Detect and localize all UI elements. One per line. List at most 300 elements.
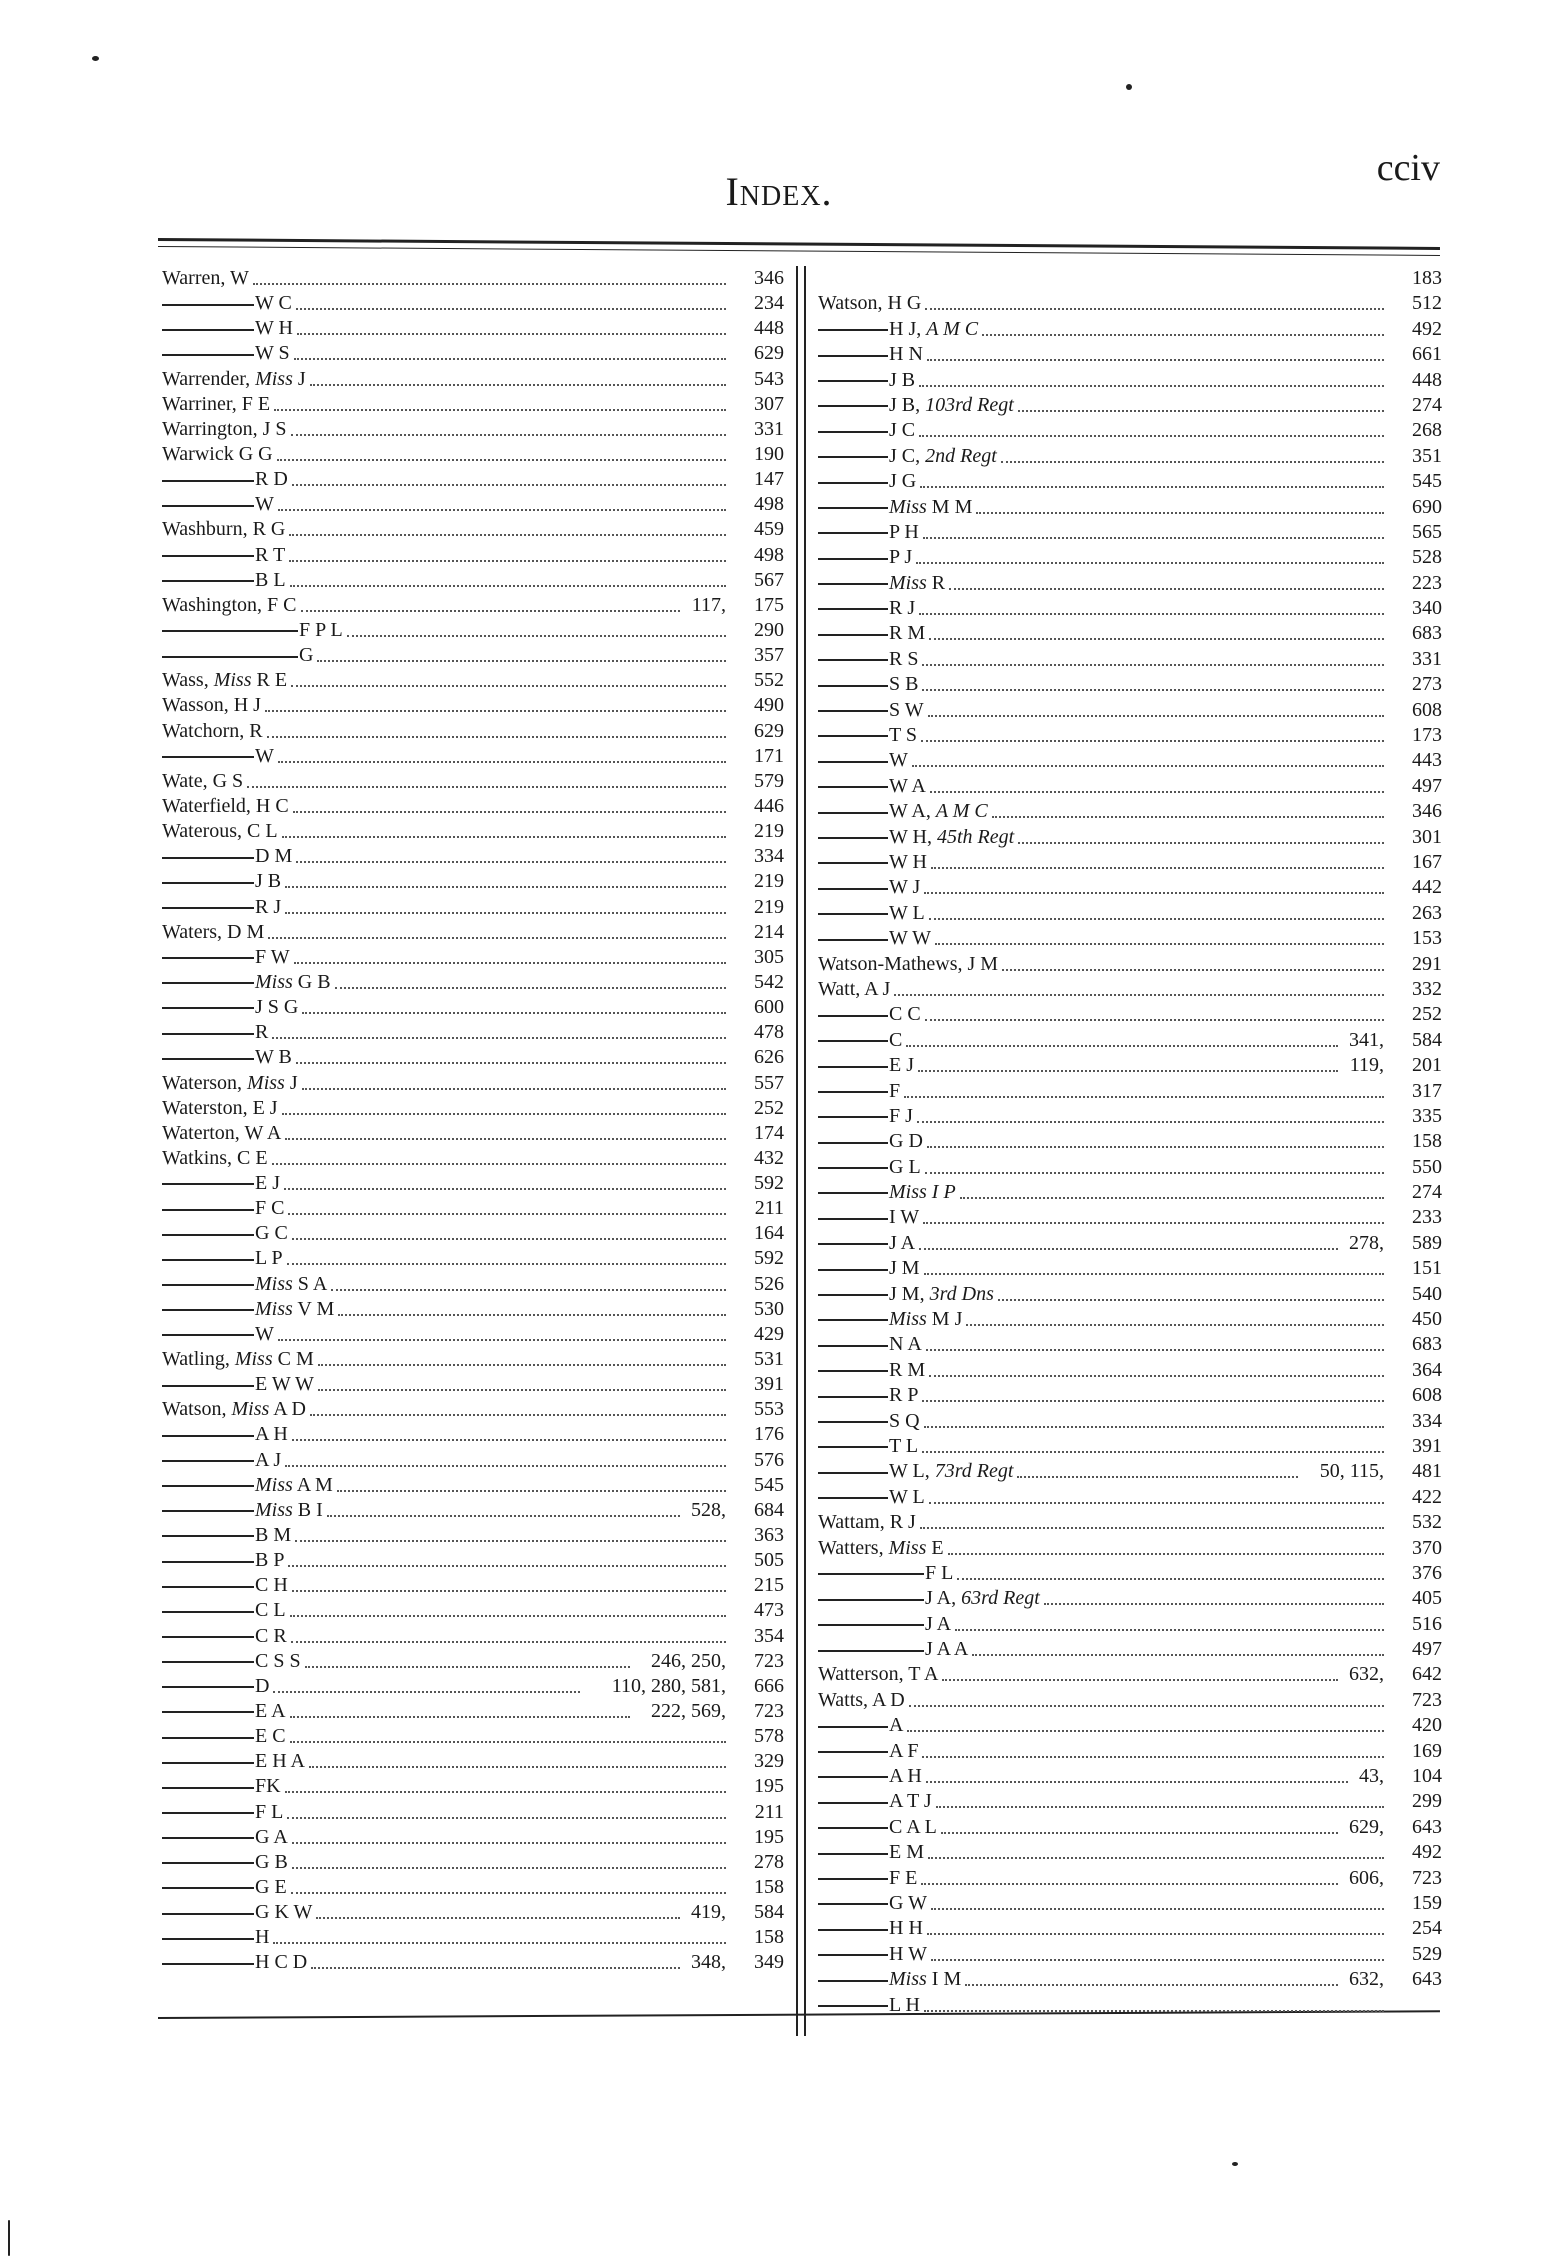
entry-name: P J	[889, 546, 913, 569]
entry-name: E J	[889, 1054, 914, 1077]
entry-name: W H	[255, 317, 293, 340]
entry-name: L H	[889, 1993, 920, 2016]
dot-leader	[1002, 952, 1384, 971]
entry-page: 158	[754, 1876, 784, 1898]
entry-page: 219	[754, 820, 784, 843]
dot-leader	[272, 1146, 726, 1165]
ditto-dash	[162, 1711, 254, 1713]
ditto-dash	[818, 482, 888, 484]
entry-page: 446	[754, 794, 784, 817]
entry-page: 526	[754, 1272, 784, 1295]
dot-leader	[287, 1246, 726, 1265]
dot-leader	[305, 1649, 630, 1668]
index-entry	[818, 1205, 1442, 1230]
entry-name: A J	[255, 1448, 282, 1471]
entry-name: W L	[889, 1485, 925, 1508]
ditto-dash	[162, 1058, 254, 1060]
index-entry	[818, 1028, 1442, 1053]
entry-name: C A L	[889, 1815, 937, 1838]
index-entry	[162, 1121, 784, 1146]
entry-page: 684	[754, 1498, 784, 1521]
entry-page: 516	[1412, 1612, 1442, 1635]
entry-name: W L	[889, 901, 925, 924]
entry-page: 307	[754, 392, 784, 415]
entry-name: J C, 2nd Regt	[889, 444, 997, 467]
entry-page: 589	[1412, 1231, 1442, 1254]
index-entry	[818, 1155, 1442, 1180]
ditto-dash	[818, 1091, 888, 1093]
entry-page: 661	[1412, 343, 1442, 366]
ditto-dash	[818, 1497, 888, 1499]
index-entry	[162, 392, 784, 417]
speck	[1232, 2162, 1238, 2166]
entry-page: 223	[1412, 571, 1442, 594]
ditto-dash	[162, 1586, 254, 1588]
dot-leader	[919, 596, 1384, 615]
entry-page: 349	[754, 1951, 784, 1974]
entry-name: Waterfield, H C	[162, 794, 289, 817]
index-entry	[818, 1637, 1442, 1662]
ditto-dash	[162, 1007, 254, 1009]
index-entry	[818, 545, 1442, 570]
entry-name: A	[889, 1714, 904, 1737]
ditto-dash	[818, 786, 888, 788]
dot-leader	[293, 794, 726, 813]
dot-leader	[1017, 1459, 1298, 1478]
ditto-dash	[818, 1319, 888, 1321]
entry-name: Miss I P	[889, 1181, 956, 1204]
ditto-dash	[162, 580, 254, 582]
entry-name: F L	[925, 1561, 954, 1584]
index-entry	[818, 1002, 1442, 1027]
dot-leader	[290, 1724, 726, 1743]
ditto-dash	[162, 1435, 254, 1437]
dot-leader	[292, 1850, 726, 1869]
ditto-dash	[818, 1929, 888, 1931]
dot-leader	[278, 492, 726, 511]
dot-leader	[288, 1548, 726, 1567]
entry-name: J S G	[255, 996, 299, 1019]
entry-refs: 341,	[1349, 1028, 1384, 1051]
index-entry	[818, 1332, 1442, 1357]
index-column-left	[162, 266, 784, 1976]
dot-leader	[949, 571, 1384, 590]
entry-name: E H A	[255, 1750, 305, 1773]
index-entry	[162, 568, 784, 593]
ditto-dash	[162, 1762, 254, 1764]
dot-leader	[292, 1573, 726, 1592]
ditto-dash	[162, 1661, 254, 1663]
entry-page: 167	[1412, 850, 1442, 873]
column-divider	[804, 266, 806, 2036]
index-entry	[818, 1485, 1442, 1510]
entry-name: W B	[255, 1046, 292, 1069]
index-entry	[818, 317, 1442, 342]
dot-leader	[955, 1612, 1384, 1631]
index-entry	[818, 1104, 1442, 1129]
dot-leader	[907, 1713, 1384, 1732]
entry-name: Washington, F C	[162, 593, 297, 616]
dot-leader	[331, 1272, 726, 1291]
dot-leader	[926, 1332, 1384, 1351]
index-entry	[162, 693, 784, 718]
index-entry	[162, 1422, 784, 1447]
entry-name: Waters, D M	[162, 920, 265, 943]
ditto-dash	[162, 1234, 254, 1236]
entry-page: 450	[1412, 1308, 1442, 1331]
index-entry	[162, 543, 784, 568]
dot-leader	[1018, 393, 1384, 412]
dot-leader	[285, 1448, 726, 1467]
entry-name: W S	[255, 342, 290, 365]
dot-leader	[948, 1536, 1384, 1555]
entry-page: 723	[754, 1649, 784, 1672]
entry-refs: 119,	[1349, 1054, 1384, 1077]
dot-leader	[272, 1020, 726, 1039]
entry-name: Watson, Miss A D	[162, 1398, 306, 1421]
dot-leader	[292, 467, 726, 486]
entry-name: E W W	[255, 1373, 314, 1396]
entry-name: E C	[255, 1725, 286, 1748]
dot-leader	[928, 1840, 1384, 1859]
entry-name: W	[255, 1322, 274, 1345]
ditto-dash	[162, 882, 254, 884]
index-entry	[818, 901, 1442, 926]
entry-name: Miss R	[889, 571, 946, 594]
entry-page: 592	[754, 1247, 784, 1270]
dot-leader	[253, 266, 726, 285]
ditto-dash	[818, 862, 888, 864]
entry-page: 532	[1412, 1511, 1442, 1534]
entry-refs: 43,	[1359, 1765, 1384, 1788]
entry-page: 159	[1412, 1892, 1442, 1914]
entry-page: 331	[754, 417, 784, 440]
entry-name: F C	[255, 1197, 285, 1220]
entry-refs: 632,	[1349, 1663, 1384, 1686]
entry-page: 234	[754, 292, 784, 315]
ditto-dash	[162, 304, 254, 306]
ditto-dash	[818, 761, 888, 763]
index-entry	[818, 1612, 1442, 1637]
entry-name: Warrington, J S	[162, 417, 287, 440]
dot-leader	[972, 1637, 1384, 1656]
entry-page: 557	[754, 1071, 784, 1094]
index-entry	[162, 1850, 784, 1875]
ditto-dash	[818, 1903, 888, 1905]
index-entry	[818, 1688, 1442, 1713]
entry-name: W J	[889, 876, 921, 899]
index-entry	[162, 1146, 784, 1171]
entry-refs: 419,	[691, 1901, 726, 1924]
ditto-dash	[818, 1370, 888, 1372]
entry-page: 329	[754, 1750, 784, 1773]
entry-refs: 278,	[1349, 1231, 1384, 1254]
dot-leader	[936, 1789, 1384, 1808]
entry-page: 592	[754, 1172, 784, 1195]
index-entry	[818, 1840, 1442, 1865]
entry-page: 391	[1412, 1434, 1442, 1457]
entry-name: Miss A M	[255, 1473, 333, 1496]
entry-page: 542	[754, 970, 784, 993]
index-entry	[162, 1246, 784, 1271]
dot-leader	[922, 647, 1384, 666]
ditto-dash	[162, 1259, 254, 1261]
ditto-dash	[162, 1460, 254, 1462]
index-entry	[818, 1789, 1442, 1814]
ditto-dash	[818, 2005, 888, 2007]
entry-page: 175	[754, 593, 784, 616]
index-entry	[162, 844, 784, 869]
entry-page: 600	[754, 996, 784, 1019]
entry-name: Warriner, F E	[162, 392, 271, 415]
entry-name: Warwick G G	[162, 442, 273, 465]
entry-page: 553	[754, 1398, 784, 1421]
entry-page: 545	[754, 1473, 784, 1496]
index-entry	[818, 1993, 1442, 2018]
dot-leader	[927, 1129, 1384, 1148]
entry-page: 629	[754, 719, 784, 742]
entry-page: 171	[754, 744, 784, 767]
entry-name: R T	[255, 543, 286, 566]
entry-name: W H, 45th Regt	[889, 825, 1015, 848]
index-entry	[162, 869, 784, 894]
dot-leader	[922, 1383, 1384, 1402]
dot-leader	[992, 799, 1384, 818]
entry-name: C H	[255, 1574, 288, 1597]
dot-leader	[927, 342, 1384, 361]
entry-page: 334	[754, 845, 784, 868]
entry-page: 432	[754, 1146, 784, 1169]
dot-leader	[927, 1916, 1384, 1935]
dot-leader	[310, 367, 726, 386]
ditto-dash	[162, 1309, 254, 1311]
entry-page: 147	[754, 468, 784, 491]
entry-name: A H	[255, 1423, 288, 1446]
dot-leader	[296, 291, 726, 310]
index-entry	[162, 492, 784, 517]
index-entry	[162, 1800, 784, 1825]
entry-name: I W	[889, 1206, 920, 1229]
ditto-dash	[162, 1636, 254, 1638]
dot-leader	[929, 901, 1384, 920]
entry-name: Watson-Mathews, J M	[818, 952, 999, 975]
ditto-dash	[162, 1862, 254, 1864]
entry-page: 274	[1412, 393, 1442, 416]
column-divider	[796, 266, 798, 2036]
index-entry	[818, 1053, 1442, 1078]
index-entry	[818, 875, 1442, 900]
entry-page: 498	[754, 493, 784, 516]
entry-page: 530	[754, 1297, 784, 1320]
ditto-dash	[818, 1827, 888, 1829]
ditto-dash	[162, 630, 298, 632]
dot-leader	[924, 875, 1384, 894]
entry-refs: 110, 280, 581,	[611, 1674, 726, 1697]
ditto-dash	[818, 1878, 888, 1880]
entry-name: Waterton, W A	[162, 1121, 282, 1144]
index-entry	[818, 1739, 1442, 1764]
ditto-dash	[162, 1837, 254, 1839]
entry-page: 481	[1412, 1460, 1442, 1483]
index-entry	[162, 1749, 784, 1774]
dot-leader	[930, 774, 1384, 793]
entry-page: 211	[754, 1197, 784, 1220]
index-entry	[818, 342, 1442, 367]
entry-name: J A A	[925, 1638, 969, 1661]
ditto-dash	[818, 1751, 888, 1753]
entry-page: 364	[1412, 1358, 1442, 1381]
index-entry	[162, 1900, 784, 1925]
entry-name: E J	[255, 1172, 280, 1195]
ditto-dash	[162, 505, 254, 507]
dot-leader	[976, 495, 1384, 514]
index-entry	[162, 593, 784, 618]
ditto-dash	[818, 1040, 888, 1042]
dot-leader	[273, 1674, 580, 1693]
dot-leader	[316, 1900, 680, 1919]
entry-page: 492	[1412, 1841, 1442, 1864]
entry-name: G K W	[255, 1901, 313, 1924]
entry-name: Watson, H G	[818, 292, 922, 315]
ditto-dash	[162, 1887, 254, 1889]
entry-page: 252	[754, 1096, 784, 1119]
dot-leader	[290, 1598, 726, 1617]
dot-leader	[278, 1322, 726, 1341]
entry-name: P H	[889, 520, 919, 543]
entry-page: 215	[754, 1574, 784, 1597]
entry-name: G A	[255, 1825, 288, 1848]
ditto-dash	[162, 354, 254, 356]
entry-name: Wattam, R J	[818, 1511, 916, 1534]
dot-leader	[247, 769, 726, 788]
index-entry	[162, 1950, 784, 1975]
entry-page: 252	[1412, 1003, 1442, 1026]
entry-name: H J, A M C	[889, 317, 979, 340]
ditto-dash	[162, 957, 254, 959]
ditto-dash	[162, 1812, 254, 1814]
entry-name: S W	[889, 698, 924, 721]
index-entry	[818, 926, 1442, 951]
entry-name: Waterston, E J	[162, 1096, 278, 1119]
ditto-dash	[162, 1963, 254, 1965]
ditto-dash	[162, 1938, 254, 1940]
ditto-dash	[818, 380, 888, 382]
entry-page: 153	[1412, 927, 1442, 950]
index-entry	[162, 1774, 784, 1799]
entry-name: Wass, Miss R E	[162, 669, 288, 692]
dot-leader	[965, 1967, 1338, 1986]
ditto-dash	[162, 1913, 254, 1915]
index-entry	[162, 367, 784, 392]
dot-leader	[292, 1221, 726, 1240]
index-entry	[162, 266, 784, 291]
entry-page: 317	[1412, 1079, 1442, 1102]
ditto-dash	[162, 1686, 254, 1688]
index-entry	[162, 1347, 784, 1372]
entry-name: J C	[889, 419, 916, 442]
entry-page: 448	[1412, 368, 1442, 391]
ditto-dash	[162, 1385, 254, 1387]
dot-leader	[285, 869, 726, 888]
entry-page: 478	[754, 1021, 784, 1044]
index-entry	[818, 1383, 1442, 1408]
index-entry	[162, 1649, 784, 1674]
dot-leader	[337, 1473, 726, 1492]
entry-name: H H	[889, 1917, 923, 1940]
entry-name: Miss G B	[255, 970, 331, 993]
entry-refs: 528,	[691, 1498, 726, 1521]
ditto-dash	[162, 480, 254, 482]
entry-name: W L, 73rd Regt	[889, 1460, 1014, 1483]
ditto-dash	[162, 1334, 254, 1336]
entry-page: 190	[754, 442, 784, 465]
entry-page: 642	[1412, 1663, 1442, 1686]
index-entry	[818, 1536, 1442, 1561]
dot-leader	[923, 1205, 1384, 1224]
dot-leader	[294, 341, 726, 360]
index-entry	[818, 647, 1442, 672]
index-entry	[162, 769, 784, 794]
entry-name: Wasson, H J	[162, 694, 261, 717]
entry-name: J A	[925, 1612, 952, 1635]
entry-page: 158	[1412, 1130, 1442, 1153]
ditto-dash	[818, 1573, 924, 1575]
index-entry	[162, 744, 784, 769]
index-entry	[818, 368, 1442, 393]
ditto-dash	[818, 812, 888, 814]
dot-leader	[282, 1096, 726, 1115]
dot-leader	[292, 1825, 726, 1844]
entry-page: 346	[754, 267, 784, 289]
entry-refs: 222, 569,	[651, 1700, 726, 1723]
index-entry	[818, 596, 1442, 621]
dot-leader	[919, 1231, 1338, 1250]
index-entry	[818, 825, 1442, 850]
entry-page: 459	[754, 518, 784, 541]
dot-leader	[309, 1749, 726, 1768]
entry-name: S Q	[889, 1409, 920, 1432]
entry-name: C S S	[255, 1649, 301, 1672]
ditto-dash	[818, 1446, 888, 1448]
entry-page: 579	[754, 769, 784, 792]
entry-page: 233	[1412, 1206, 1442, 1229]
dot-leader	[274, 392, 726, 411]
entry-name: F	[889, 1079, 901, 1102]
dot-leader	[966, 1307, 1384, 1326]
entry-page: 301	[1412, 825, 1442, 848]
index-entry	[818, 672, 1442, 697]
entry-name: Miss I M	[889, 1968, 962, 1991]
entry-name: G E	[255, 1876, 287, 1898]
dot-leader	[1044, 1586, 1384, 1605]
index-entry	[162, 1674, 784, 1699]
entry-name: H C D	[255, 1951, 308, 1974]
index-entry	[162, 1624, 784, 1649]
index-entry	[818, 774, 1442, 799]
ditto-dash	[818, 735, 888, 737]
entry-name: F W	[255, 945, 290, 968]
ditto-dash	[818, 1066, 888, 1068]
entry-page: 354	[754, 1624, 784, 1647]
index-entry	[162, 1372, 784, 1397]
ditto-dash	[818, 456, 888, 458]
entry-page: 274	[1412, 1181, 1442, 1204]
index-entry	[162, 1448, 784, 1473]
entry-name: J M, 3rd Dns	[889, 1282, 994, 1305]
entry-page: 723	[1412, 1866, 1442, 1889]
entry-name: C L	[255, 1599, 286, 1622]
dot-leader	[922, 1434, 1384, 1453]
